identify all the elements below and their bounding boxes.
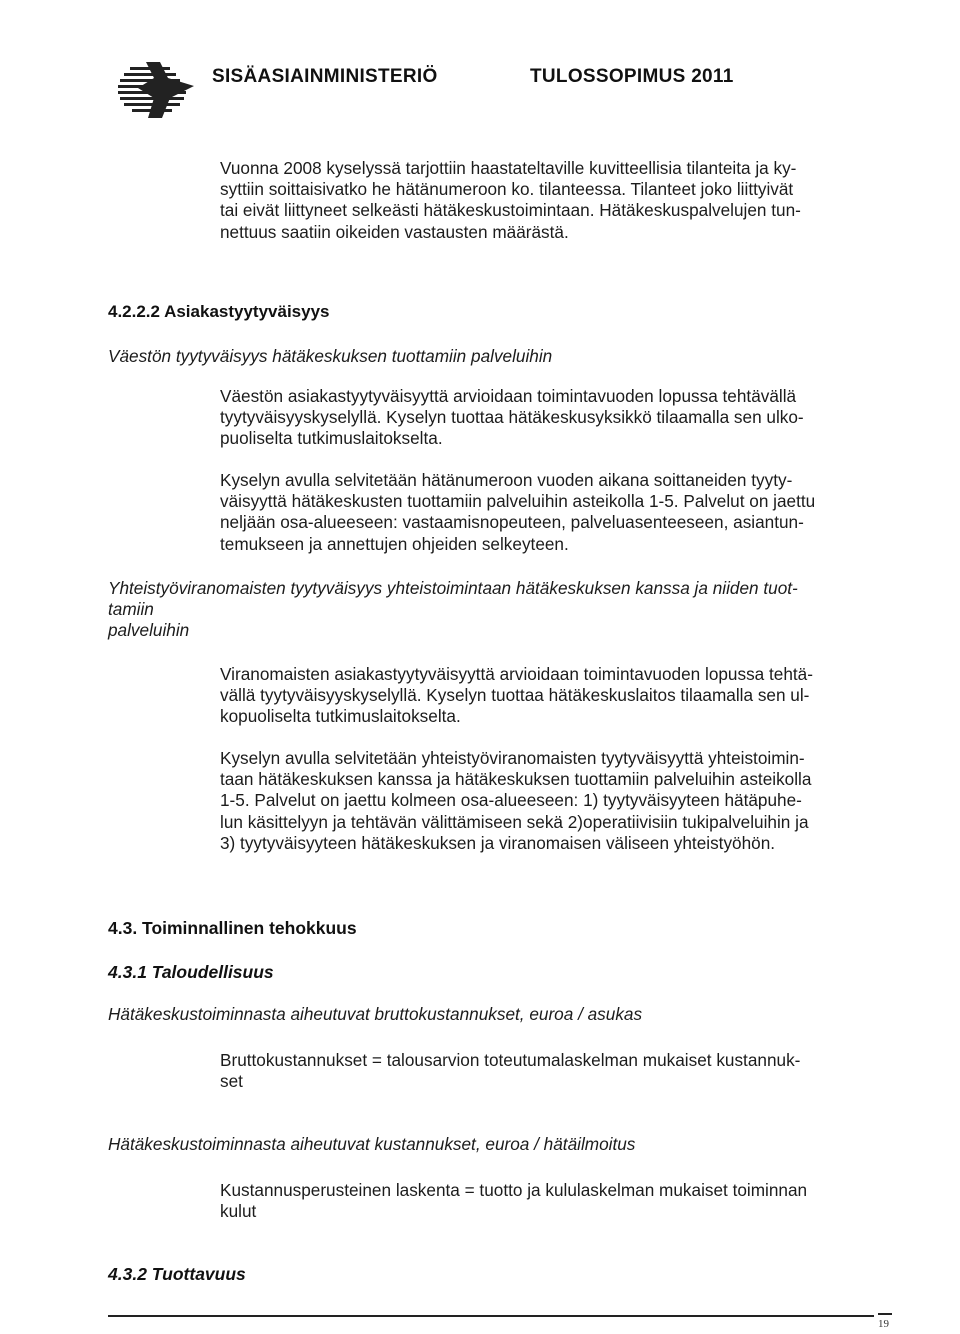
text-line: kulut bbox=[220, 1201, 257, 1222]
text-line: nettuus saatiin oikeiden vastausten määrästä. bbox=[220, 221, 569, 242]
text-line: kopuoliselta tutkimuslaitokselta. bbox=[220, 706, 461, 727]
document-title: TULOSSOPIMUS 2011 bbox=[530, 66, 734, 87]
text-line: lun käsittelyyn ja tehtävän välittämiseen sekä 2)operatiivisiin tukipalveluihin ja bbox=[220, 811, 809, 832]
footer-divider bbox=[108, 1315, 874, 1317]
authorities-paragraph-2 bbox=[220, 748, 811, 854]
population-subheading: Väestön tyytyväisyys hätäkeskuksen tuottamiin palveluihin bbox=[108, 346, 553, 366]
section-heading-43: 4.3. Toiminnallinen tehokkuus bbox=[108, 918, 357, 938]
costs-per-call-heading: Hätäkeskustoiminnasta aiheutuvat kustannukset, euroa / hätäilmoitus bbox=[108, 1134, 636, 1154]
text-line: Bruttokustannukset = talousarvion toteutumalaskelman mukaiset kustannuk- bbox=[220, 1050, 801, 1070]
ministry-logo-icon bbox=[108, 58, 200, 122]
text-line: 3) tyytyväisyyteen hätäkeskuksen ja viranomaisen väliseen yhteistyöhön. bbox=[220, 832, 776, 853]
ministry-name: SISÄASIAINMINISTERIÖ bbox=[212, 66, 438, 87]
authorities-paragraph-1 bbox=[220, 664, 813, 728]
text-line: tai eivät liittyneet selkeästi hätäkeskustoimintaan. Hätäkeskuspalvelujen tun- bbox=[220, 200, 801, 221]
text-line: tyytyväisyyskyselyllä. Kyselyn tuottaa hätäkeskusyksikkö tilaamalla sen ulko- bbox=[220, 407, 804, 428]
gross-costs-text bbox=[220, 1050, 800, 1092]
text-line: Kustannusperusteinen laskenta = tuotto ja kululaskelman mukaiset toiminnan bbox=[220, 1180, 808, 1200]
text-line: neljään osa-alueeseen: vastaamisnopeuteen, palveluasenteeseen, asiantun- bbox=[220, 512, 804, 533]
text-line: Kyselyn avulla selvitetään hätänumeroon vuoden aikana soittaneiden tyyty- bbox=[220, 470, 793, 490]
text-line: Väestön asiakastyytyväisyyttä arvioidaan toimintavuoden lopussa tehtävällä bbox=[220, 386, 797, 406]
page-number: 19 bbox=[878, 1318, 889, 1330]
section-heading-432: 4.3.2 Tuottavuus bbox=[108, 1264, 246, 1284]
section-heading-4222: 4.2.2.2 Asiakastyytyväisyys bbox=[108, 302, 330, 321]
text-line: syttiin soittaisivatko he hätänumeroon ko. tilanteessa. Tilanteet joko liittyivät bbox=[220, 179, 794, 200]
population-paragraph-1 bbox=[220, 386, 804, 450]
text-line: väisyyttä hätäkeskusten tuottamiin palveluihin asteikolla 1-5. Palvelut on jaettu bbox=[220, 491, 816, 512]
text-line: Yhteistyöviranomaisten tyytyväisyys yhteistoimintaan hätäkeskuksen kanssa ja niiden tuot- bbox=[108, 578, 798, 598]
costs-per-call-text bbox=[220, 1180, 807, 1222]
text-line: Kyselyn avulla selvitetään yhteistyöviranomaisten tyytyväisyyttä yhteistoimin- bbox=[220, 748, 805, 768]
text-line: vällä tyytyväisyyskyselyllä. Kyselyn tuottaa hätäkeskuslaitos tilaamalla sen ul- bbox=[220, 685, 810, 706]
text-line: Vuonna 2008 kyselyssä tarjottiin haastateltaville kuvitteellisia tilanteita ja ky- bbox=[220, 158, 797, 178]
text-line: tamiin bbox=[108, 599, 154, 620]
text-line: palveluihin bbox=[108, 620, 190, 641]
population-paragraph-2 bbox=[220, 470, 815, 555]
text-line: 1-5. Palvelut on jaettu kolmeen osa-alueeseen: 1) tyytyväisyyteen hätäpuhe- bbox=[220, 790, 802, 811]
header bbox=[0, 0, 960, 120]
authorities-subheading bbox=[108, 578, 798, 642]
section-heading-431: 4.3.1 Taloudellisuus bbox=[108, 962, 274, 982]
text-line: puoliselta tutkimuslaitokselta. bbox=[220, 428, 443, 449]
text-line: taan hätäkeskuksen kanssa ja hätäkeskuksen tuottamiin palveluihin asteikolla bbox=[220, 769, 812, 790]
text-line: temukseen ja annettujen ohjeiden selkeyteen. bbox=[220, 533, 569, 554]
intro-paragraph bbox=[220, 158, 801, 243]
gross-costs-heading: Hätäkeskustoiminnasta aiheutuvat bruttokustannukset, euroa / asukas bbox=[108, 1004, 643, 1024]
text-line: Viranomaisten asiakastyytyväisyyttä arvioidaan toimintavuoden lopussa tehtä- bbox=[220, 664, 813, 684]
page-number-bar bbox=[878, 1313, 892, 1315]
text-line: set bbox=[220, 1071, 243, 1092]
